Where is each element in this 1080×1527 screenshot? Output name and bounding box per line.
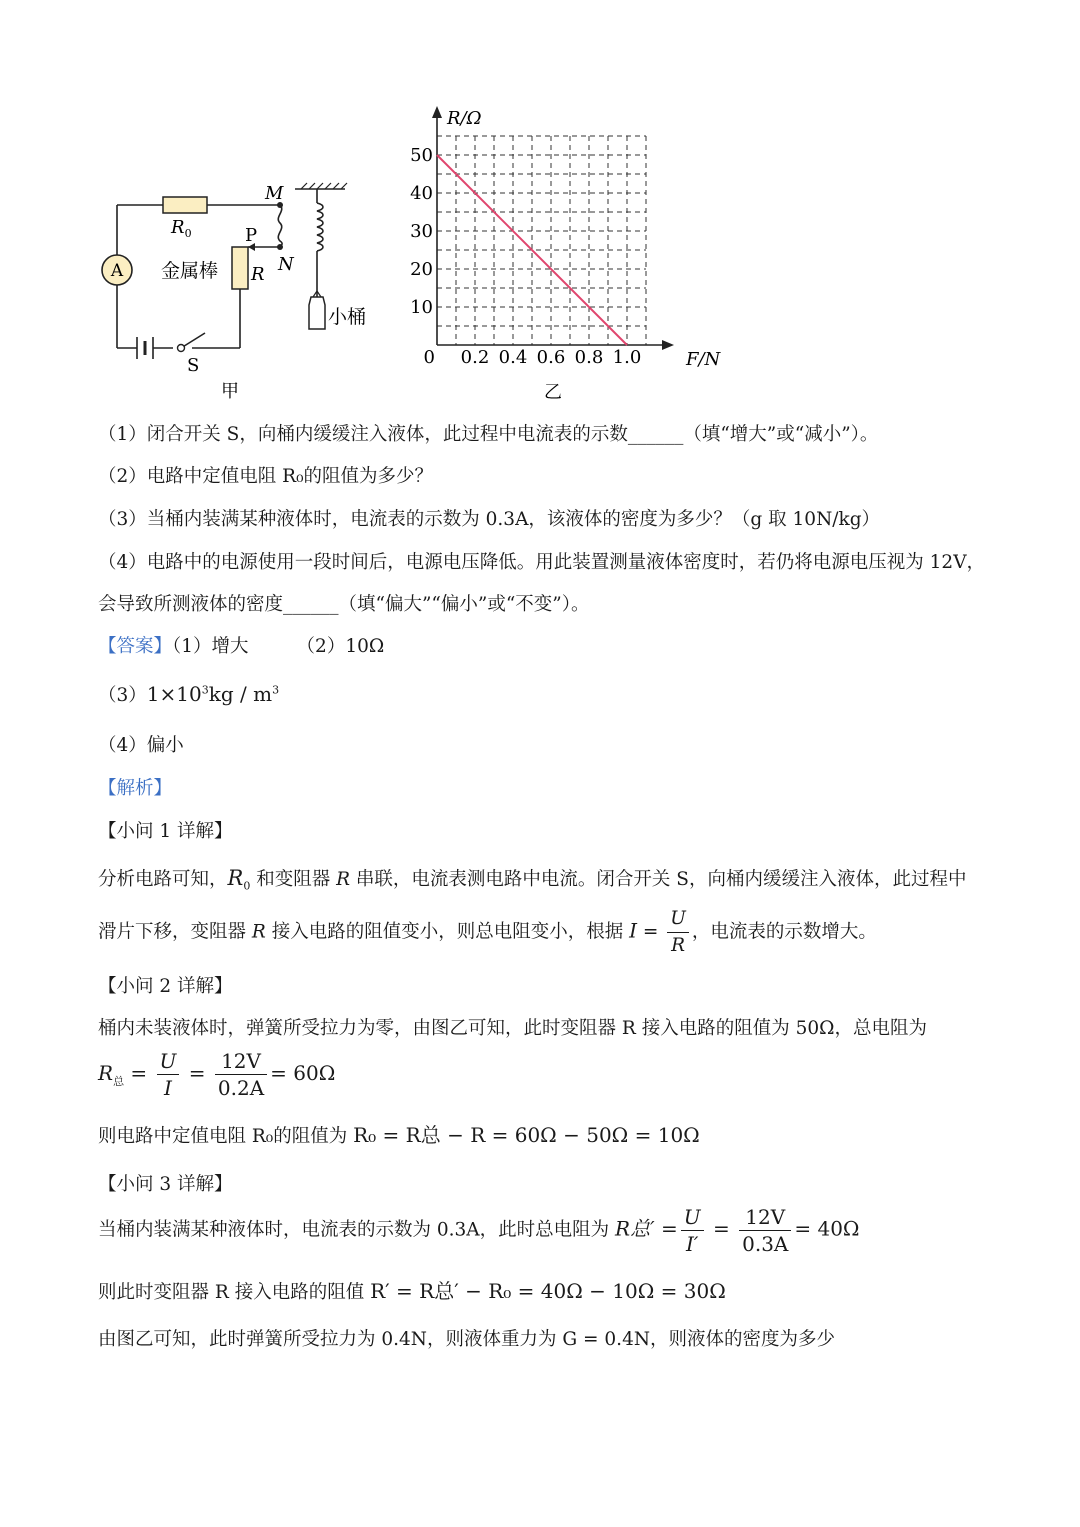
question-4-line-2: 会导致所测液体的密度______（填“偏大”“偏小”或“不变”）。 (98, 594, 590, 615)
section-3-line-2: 则此时变阻器 R 接入电路的阻值 R′ = R总′ − R₀ = 40Ω − 10Ω = 30Ω (98, 1279, 726, 1303)
y-tick-label: 10 (410, 297, 433, 318)
x-tick-label: 1.0 (612, 347, 642, 368)
answer-line (98, 632, 384, 658)
question-3: （3）当桶内装满某种液体时，电流表的示数为 0.3A，该液体的密度为多少？（g 取 10N/kg） (98, 509, 881, 530)
r-f-chart (395, 100, 721, 405)
section-1-line-2: 滑片下移，变阻器 R 接入电路的阻值变小，则总电阻变小，根据 I = $\frac{U}{R}$ ，电流表的示数增大。 (98, 906, 877, 959)
r0-label: R (171, 217, 185, 238)
answer-1: （1）增大 (172, 636, 249, 657)
section-1-line-1: 分析电路可知，$R_0$ 和变阻器 R 串联，电流表测电路中电流。闭合开关 S，向桶内缓缓注入液体，此过程中 (98, 866, 967, 893)
circuit-caption: 甲 (221, 381, 239, 402)
r-label: R (251, 264, 265, 285)
metal-rod (232, 247, 248, 289)
answer-2: （2）10Ω (296, 636, 385, 657)
x-tick-label: 0.8 (574, 347, 604, 368)
section-3-title: 【小问 3 详解】 (98, 1174, 233, 1195)
y-tick-label: 50 (410, 145, 433, 166)
chart-xlabel: F/N (686, 349, 721, 370)
bucket-icon (309, 297, 325, 329)
svg-text:R0 (170, 217, 192, 240)
chart-ylabel: R/Ω (447, 108, 482, 129)
bucket-label: 小桶 (328, 306, 367, 328)
question-2: （2）电路中定值电阻 R₀的阻值为多少？ (98, 466, 433, 487)
p-label: P (245, 225, 258, 246)
y-tick-label: 30 (410, 221, 433, 242)
x-tick-label: 0.2 (460, 347, 490, 368)
ammeter-label: A (110, 261, 124, 281)
x-tick-label: 0.6 (536, 347, 566, 368)
section-3-line-3: 由图乙可知，此时弹簧所受拉力为 0.4N，则液体重力为 G = 0.4N，则液体的密度为多少 (98, 1329, 836, 1350)
switch-label: S (187, 355, 200, 376)
x-tick-label: 0.4 (498, 347, 528, 368)
resistor-r0 (163, 197, 207, 213)
section-2-equation: $R_总$ = $\frac{U}{I}$ = $\frac{12V}{0.2A}$ = 60Ω (98, 1049, 336, 1100)
x-axis-arrow (662, 340, 674, 350)
analysis-tag: 【解析】 (98, 778, 173, 799)
question-4-line-1: （4）电路中的电源使用一段时间后，电源电压降低。用此装置测量液体密度时，若仍将电源电压视为 12V， (98, 552, 986, 573)
n-label: N (278, 254, 294, 275)
x-tick-label: 0 (423, 347, 435, 368)
question-1: （1）闭合开关 S，向桶内缓缓注入液体，此过程中电流表的示数______（填“增大”或“减小”）。 (98, 424, 879, 445)
y-tick-label: 40 (410, 183, 433, 204)
y-tick-label: 20 (410, 259, 433, 280)
answer-4: （4）偏小 (98, 735, 184, 756)
rod-label: 金属棒 (161, 260, 219, 282)
y-axis-arrow (432, 106, 442, 118)
chart-caption: 乙 (544, 382, 562, 403)
ohms-law-fraction: $\frac{U}{R}$ (667, 906, 689, 959)
circuit-diagram (95, 175, 385, 405)
r0-sub: 0 (184, 227, 192, 240)
section-3-line-1: 当桶内装满某种液体时，电流表的示数为 0.3A，此时总电阻为 R总′ = $\frac{U}{I'}$ = $\frac{12V}{0.3A}$ = 40Ω (98, 1205, 860, 1256)
answer-tag: 【答案】 (98, 636, 173, 657)
m-label: M (265, 183, 284, 204)
section-2-title: 【小问 2 详解】 (98, 976, 233, 997)
section-2-line-3: 则电路中定值电阻 R₀的阻值为 R₀ = R总 − R = 60Ω − 50Ω = 10Ω (98, 1123, 700, 1147)
section-2-line-1: 桶内未装液体时，弹簧所受拉力为零，由图乙可知，此时变阻器 R 接入电路的阻值为 50Ω，总电阻为 (98, 1018, 927, 1039)
answer-3: $(3)1\times 10^3kg / m^3$ (98, 682, 280, 706)
section-1-title: 【小问 1 详解】 (98, 821, 233, 842)
